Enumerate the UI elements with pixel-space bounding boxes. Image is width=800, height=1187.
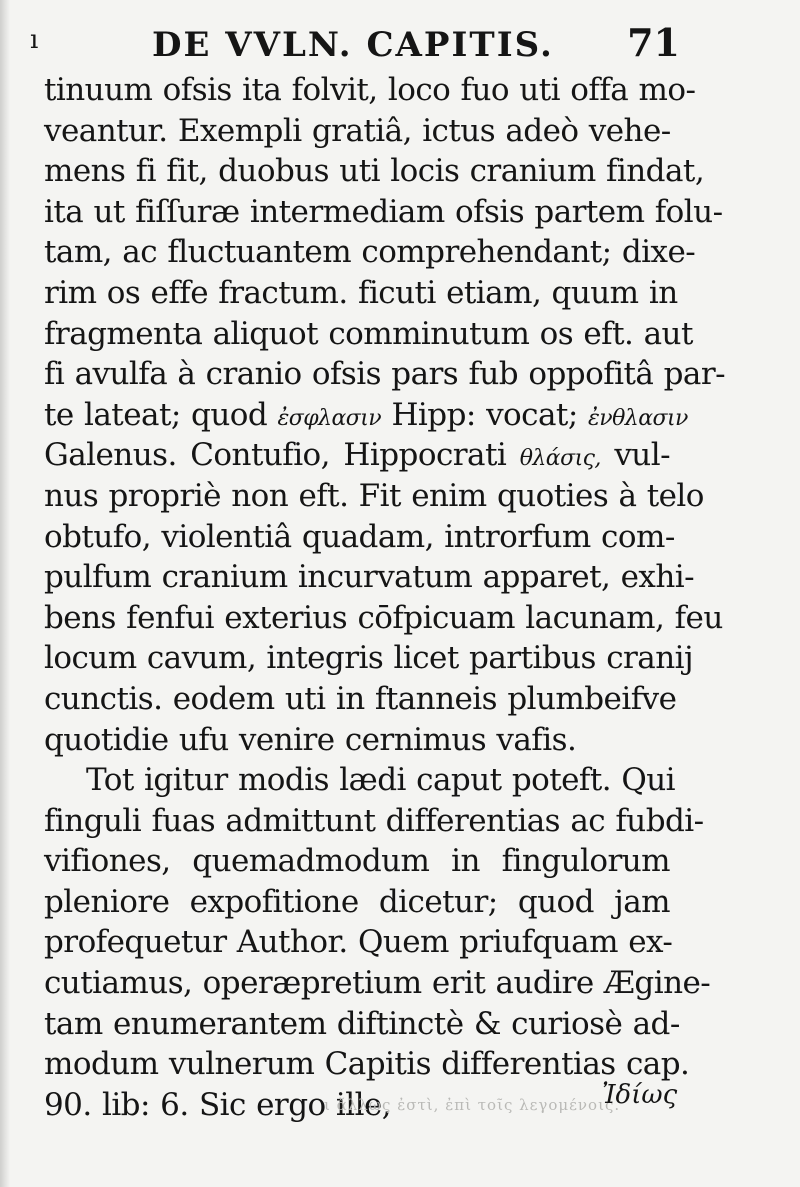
- text-line: mens fi fit, duobus uti locis cranium findat,: [44, 153, 705, 190]
- text-line: ita ut fiſſuræ intermediam ofsis partem folu-: [44, 193, 723, 230]
- text-line: finguli fuas admittunt differentias ac fubdi-: [44, 802, 704, 839]
- text-segment: Galenus. Contufio, Hippocrati: [44, 437, 507, 474]
- text-line: cunctis. eodem uti in ftanneis plumbeifve: [44, 680, 677, 717]
- text-line: nus propriè non eft. Fit enim quoties à telo: [44, 477, 704, 514]
- text-line: pulfum cranium incurvatum apparet, exhi-: [44, 559, 695, 596]
- text-line: tam enumerantem diftinctè & curiosè ad-: [44, 1005, 680, 1042]
- text-line: modum vulnerum Capitis differentias cap.: [44, 1046, 690, 1083]
- page-header: [30, 20, 680, 70]
- text-line: fi avulfa à cranio ofsis pars fub oppofitâ par-: [44, 356, 726, 393]
- main-text-block: [44, 70, 726, 1125]
- text-line: tinuum ofsis ita folvit, loco fuo uti offa mo-: [44, 72, 696, 108]
- text-line: pleniore expofitione dicetur; quod jam: [44, 883, 670, 920]
- text-line: profequetur Author. Quem priufquam ex-: [44, 924, 673, 961]
- text-line-with-greek: [44, 435, 670, 476]
- paragraph-start-line: Tot igitur modis lædi caput poteft. Qui: [86, 762, 676, 799]
- running-head: DE VVLN. CAPITIS.: [152, 25, 554, 65]
- greek-term: ἐσφλασιν: [277, 405, 382, 431]
- text-line: obtufo, violentiâ quadam, introrfum com-: [44, 518, 675, 555]
- text-line: vifiones, quemadmodum in fingulorum: [44, 843, 670, 880]
- text-segment: Hipp: vocat;: [391, 396, 578, 433]
- greek-term: ἐνθλασιν: [588, 405, 688, 431]
- text-segment: te lateat; quod: [44, 396, 268, 433]
- margin-mark: ı: [30, 25, 39, 55]
- page-number: 71: [627, 20, 680, 65]
- text-line: tam, ac fluctuantem comprehendant; dixe-: [44, 234, 696, 271]
- text-line: cutiamus, operæpretium erit audire Æginе-: [44, 965, 711, 1002]
- bleed-through-text: ι ἄλλως ἐστὶ, ἐπὶ τοῖς λεγομένοις.: [324, 1096, 621, 1114]
- text-segment: vul-: [614, 437, 670, 474]
- paragraph-end-line: 90. lib: 6. Sic ergo ille,: [44, 1086, 392, 1123]
- text-line: locum cavum, integris licet partibus cranij: [44, 640, 694, 677]
- text-line: fragmenta aliquot comminutum os eft. aut: [44, 315, 693, 352]
- greek-term: θλάσις,: [519, 446, 601, 472]
- catchword: Ἰδίως: [602, 1080, 678, 1110]
- text-line-with-greek: [44, 395, 688, 436]
- text-line: bens fenfui exterius cōfpicuam lacunam, feu: [44, 599, 723, 636]
- text-line: rim os effe fractum. ficuti etiam, quum in: [44, 274, 678, 311]
- paragraph-end-line: quotidie ufu venire cernimus vafis.: [44, 721, 577, 758]
- text-line: veantur. Exempli gratiâ, ictus adeò vehe-: [44, 112, 671, 149]
- page-gutter: [0, 0, 10, 1187]
